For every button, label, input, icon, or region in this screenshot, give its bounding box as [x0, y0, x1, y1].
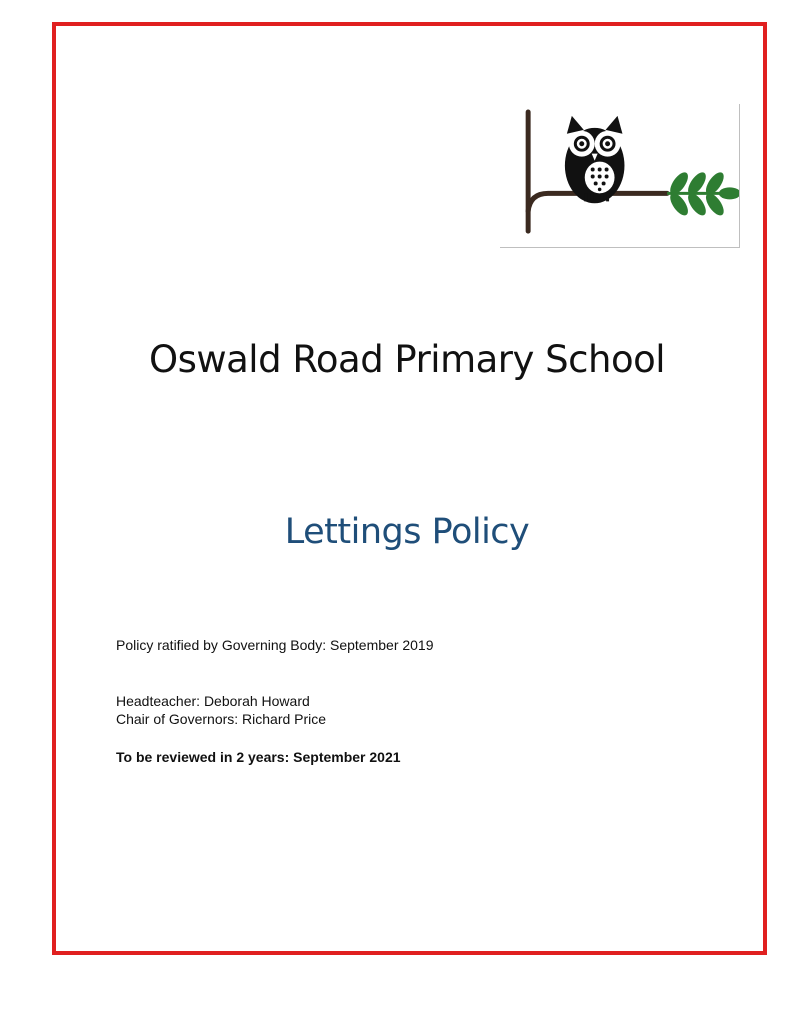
- review-date-text: To be reviewed in 2 years: September 2021: [116, 749, 401, 765]
- owl-on-branch-icon: [500, 104, 739, 247]
- school-name-heading: Oswald Road Primary School: [148, 338, 666, 381]
- school-logo: [500, 104, 740, 248]
- policy-title-heading: Lettings Policy: [284, 512, 530, 552]
- chair-of-governors-text: Chair of Governors: Richard Price: [116, 711, 327, 727]
- headteacher-text: Headteacher: Deborah Howard: [116, 693, 310, 709]
- ratified-date-text: Policy ratified by Governing Body: September 2019: [116, 637, 434, 653]
